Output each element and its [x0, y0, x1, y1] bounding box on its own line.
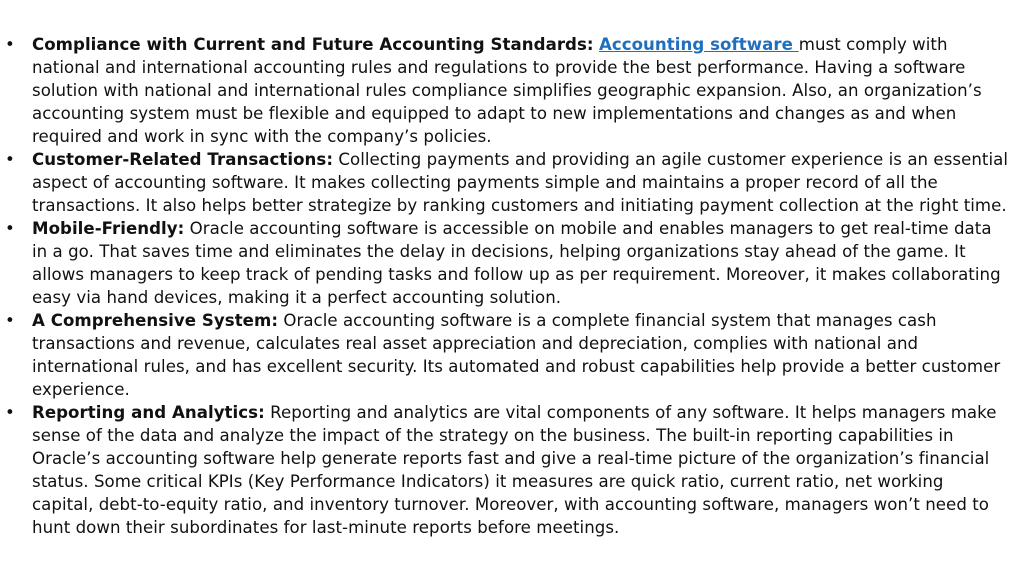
list-item-mobile-friendly	[0, 217, 1010, 309]
item-text: Oracle accounting software is accessible on mobile and enables managers to get real-time data in a go. That saves time and eliminates the delay in decisions, helping organizations stay ahead of the game. It allows managers to keep track of pending tasks and follow up as per requirement. Moreover, it makes collaborating easy via hand devices, making it a perfect accounting solution.	[32, 219, 1001, 307]
item-heading: Customer-Related Transactions:	[32, 150, 334, 169]
list-item-comprehensive-system	[0, 309, 1010, 401]
list-item-compliance	[0, 33, 1010, 148]
accounting-software-link[interactable]: Accounting software	[598, 35, 799, 54]
item-text: Oracle accounting software is a complete financial system that manages cash transactions and revenue, calculates real asset appreciation and depreciation, complies with national and international rules, and has excellent security. Its automated and robust capabilities help provide a better customer experience.	[32, 311, 1001, 399]
bullet-list	[0, 33, 1010, 539]
item-heading: Mobile-Friendly:	[32, 219, 185, 238]
bullet-icon: •	[5, 311, 15, 330]
list-item-customer-transactions	[0, 148, 1010, 217]
item-heading: Reporting and Analytics:	[32, 403, 265, 422]
bullet-icon: •	[5, 403, 15, 422]
item-text: Collecting payments and providing an agile customer experience is an essential aspect of accounting software. It makes collecting payments simple and maintains a proper record of all the transactions. It also helps better strategize by ranking customers and initiating payment collection at the right time.	[32, 150, 1009, 215]
bullet-icon: •	[5, 35, 15, 54]
bullet-icon: •	[5, 150, 15, 169]
bullet-icon: •	[5, 219, 15, 238]
list-item-reporting-analytics	[0, 401, 1010, 539]
item-heading: Compliance with Current and Future Accounting Standards:	[32, 35, 594, 54]
item-heading: A Comprehensive System:	[32, 311, 279, 330]
item-text: must comply with national and international accounting rules and regulations to provide the best performance. Having a software solution with national and international rules compliance simplifies geographic expansion. Also, an organization’s accounting system must be flexible and equipped to adapt to new implementations and changes as and when required and work in sync with the company’s policies.	[32, 35, 982, 146]
item-text: Reporting and analytics are vital components of any software. It helps managers make sense of the data and analyze the impact of the strategy on the business. The built-in reporting capabilities in Oracle’s accounting software help generate reports fast and give a real-time picture of the organization’s financial status. Some critical KPIs (Key Performance Indicators) it measures are quick ratio, current ratio, net working capital, debt-to-equity ratio, and inventory turnover. Moreover, with accounting software, managers won’t need to hunt down their subordinates for last-minute reports before meetings.	[32, 403, 997, 537]
